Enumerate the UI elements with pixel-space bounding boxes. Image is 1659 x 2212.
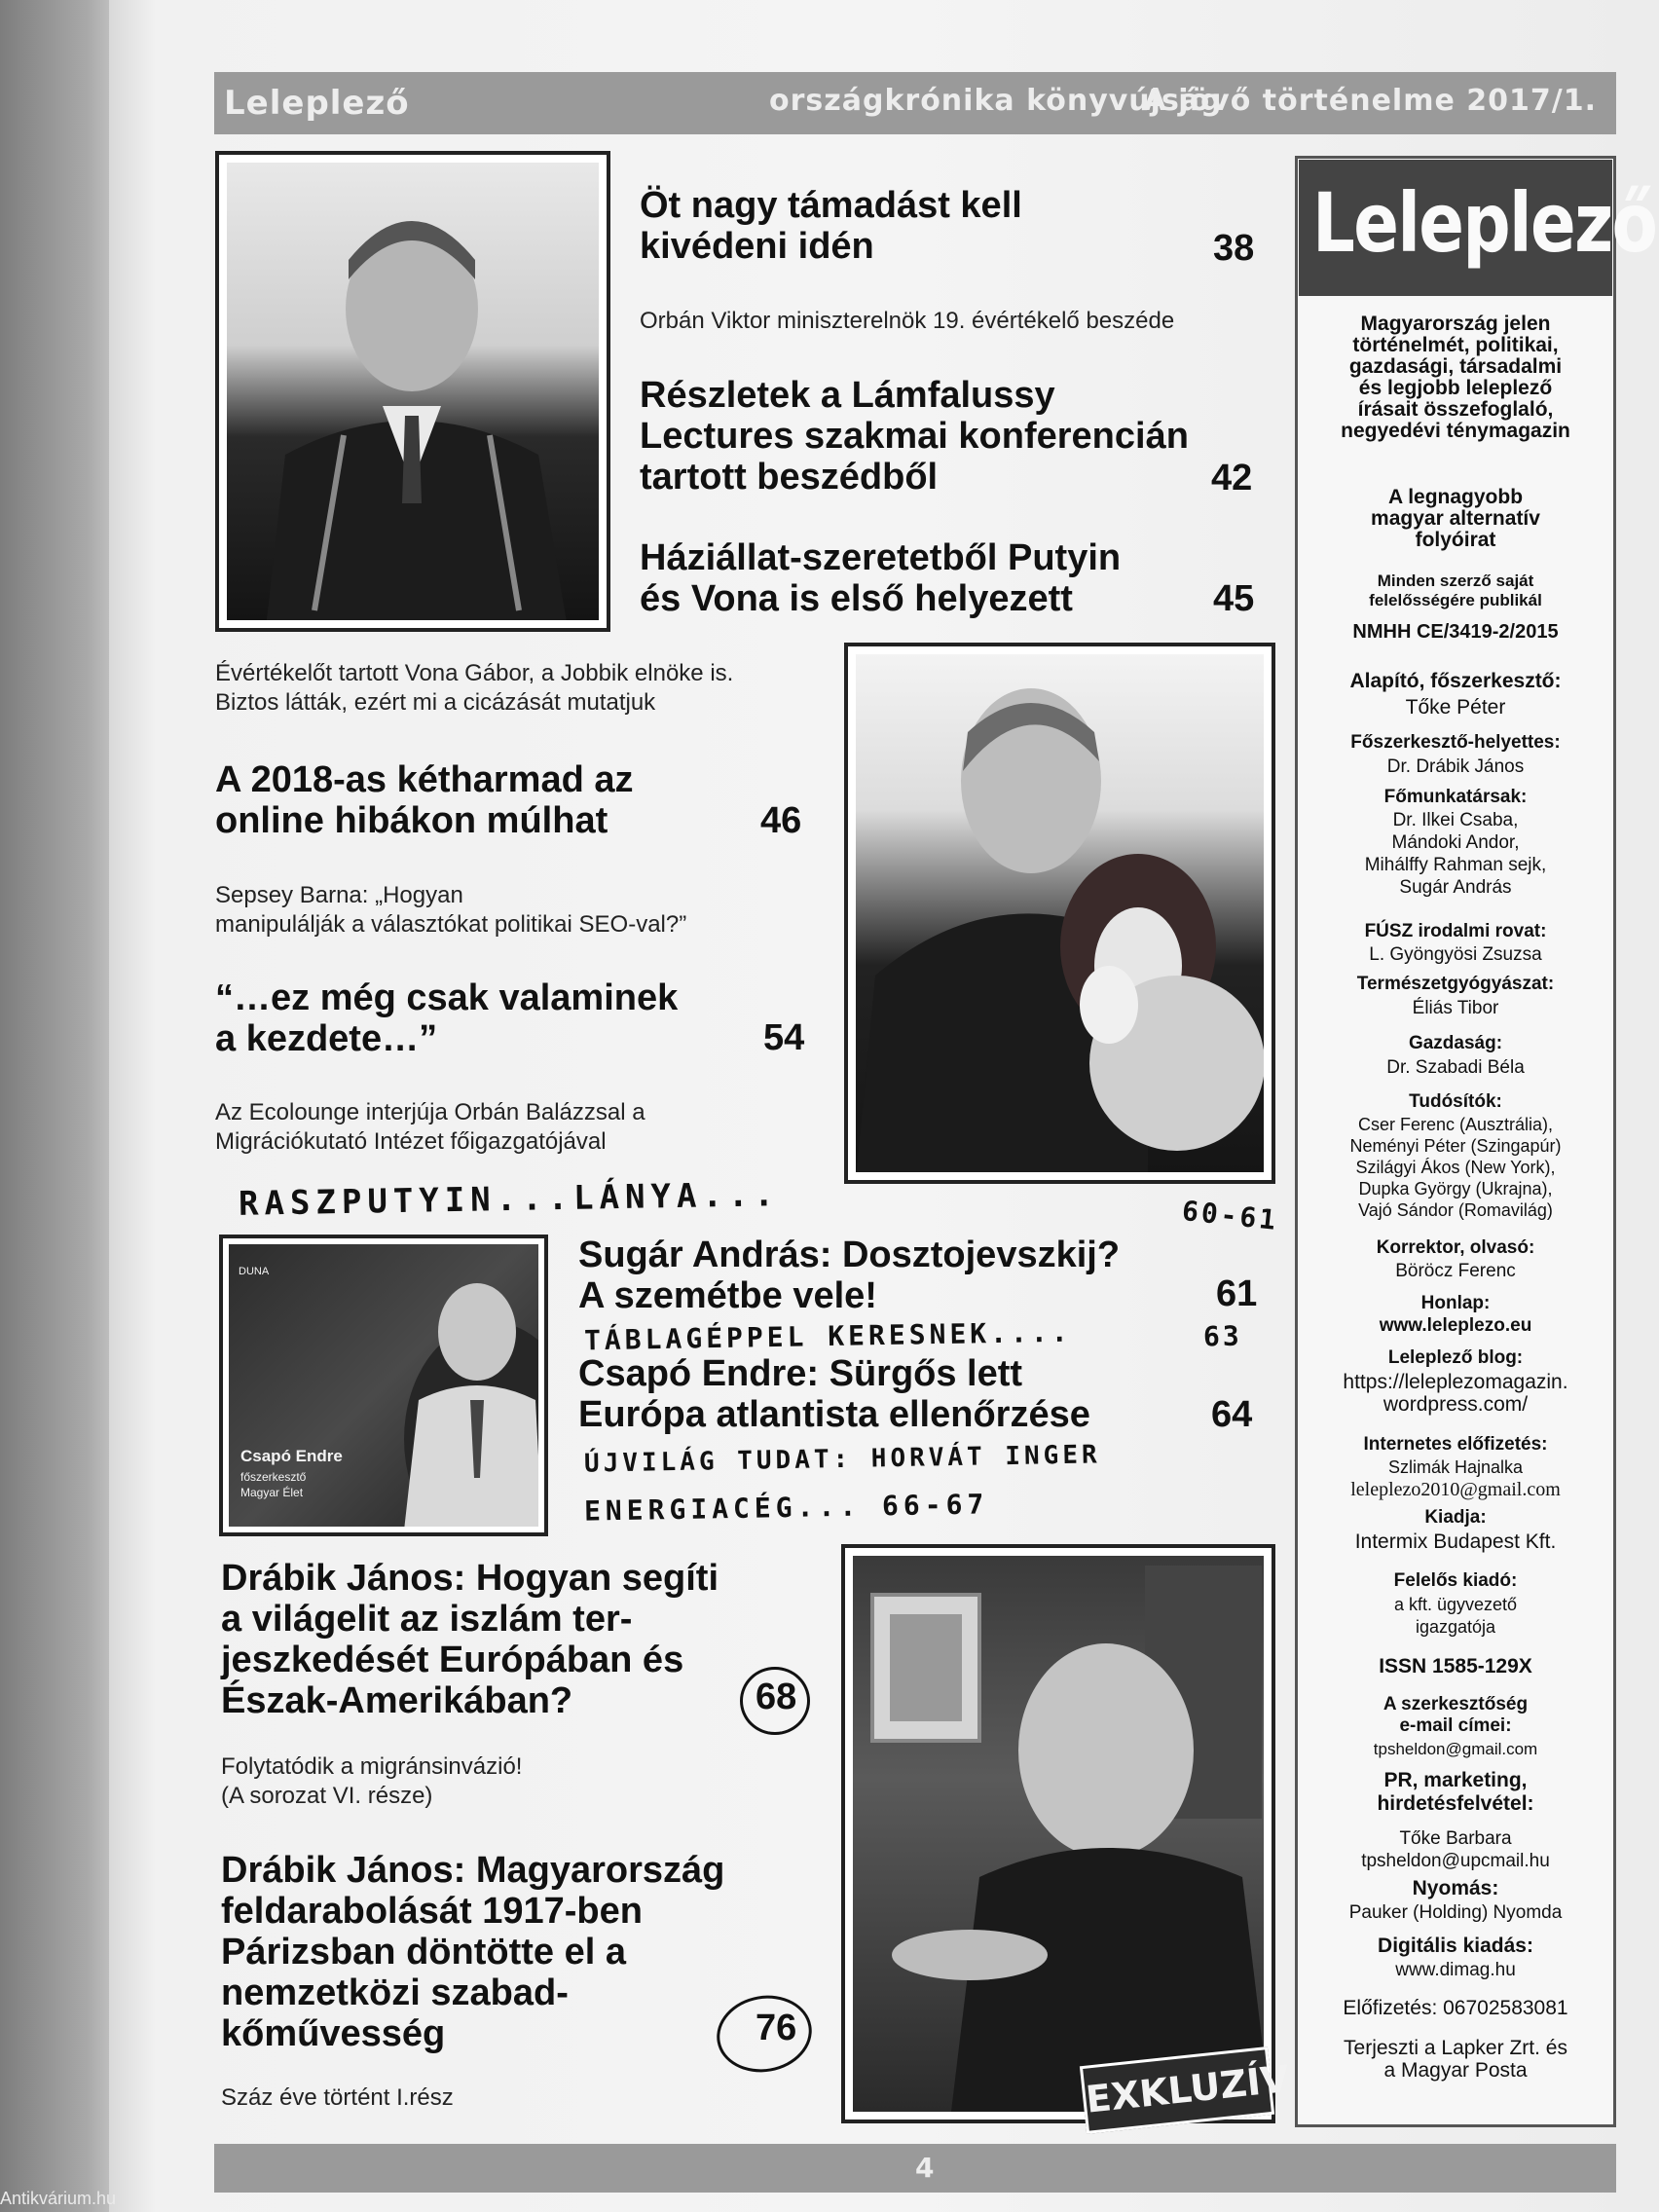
page-number: 54 xyxy=(763,1017,805,1058)
contact-email[interactable]: leleplezo2010@gmail.com xyxy=(1350,1479,1561,1500)
sidebar-label: Digitális kiadás: xyxy=(1378,1935,1533,1957)
title-line: Részletek a Lámfalussy xyxy=(640,375,1055,416)
title-line: Drábik János: Magyarország xyxy=(221,1850,725,1891)
subtitle-line: Biztos látták, ezért mi a cicázását mutatjuk xyxy=(215,689,656,716)
sidebar-alt xyxy=(1299,487,1612,551)
photo-caption-role: főszerkesztő xyxy=(240,1470,307,1484)
sidebar-value: L. Gyöngyösi Zsuzsa xyxy=(1369,944,1542,965)
subtitle-line: Az Ecolounge interjúja Orbán Balázzsal a xyxy=(215,1099,645,1125)
title-line: Lectures szakmai konferencián xyxy=(640,416,1189,457)
sidebar-value: Éliás Tibor xyxy=(1412,998,1499,1018)
sidebar-label: Internetes előfizetés: xyxy=(1363,1434,1548,1455)
tagline-line: írásait összefoglaló, xyxy=(1357,398,1554,421)
article-subtitle xyxy=(215,659,733,718)
staff-name: Mándoki Andor, xyxy=(1391,832,1520,853)
page-number-footer: 4 xyxy=(915,2152,935,2184)
sidebar-nmhh: NMHH CE/3419-2/2015 xyxy=(1352,621,1559,643)
sidebar-label: Kiadja: xyxy=(1424,1507,1487,1528)
article-title[interactable] xyxy=(215,759,634,841)
photo-caption-role: Magyar Élet xyxy=(240,1486,304,1499)
sidebar-label: Alapító, főszerkesztő: xyxy=(1349,670,1562,692)
title-line: Európa atlantista ellenőrzése xyxy=(578,1394,1090,1435)
subtitle-line: Folytatódik a migránsinvázió! xyxy=(221,1753,523,1780)
article-title[interactable] xyxy=(640,537,1121,619)
tv-logo: DUNA xyxy=(239,1266,270,1277)
sidebar-responsibility xyxy=(1299,571,1612,610)
sidebar-distribution xyxy=(1299,2037,1612,2082)
handwritten-note: 63 xyxy=(1202,1319,1243,1353)
sidebar-tagline xyxy=(1299,313,1612,442)
article-title[interactable] xyxy=(578,1235,1120,1316)
photo-putin-puppy xyxy=(844,643,1275,1184)
article-subtitle xyxy=(215,881,686,940)
title-line: feldarabolását 1917-ben xyxy=(221,1891,643,1932)
tagline-line: gazdasági, társadalmi xyxy=(1348,355,1563,378)
sidebar-label: FÚSZ irodalmi rovat: xyxy=(1364,921,1547,941)
sidebar-value: Dr. Drábik János xyxy=(1386,756,1525,777)
title-line: kivédeni idén xyxy=(640,226,874,267)
blog-url-line: https://leleplezomagazin. xyxy=(1343,1371,1568,1393)
alt-line: A legnagyobb xyxy=(1387,486,1524,508)
sidebar-value xyxy=(1299,1114,1612,1221)
sidebar-value: Dr. Szabadi Béla xyxy=(1386,1057,1525,1078)
sidebar-value: Böröcz Ferenc xyxy=(1395,1261,1516,1281)
website-link[interactable]: www.leleplezo.eu xyxy=(1379,1315,1532,1336)
contact-name: Szlimák Hajnalka xyxy=(1387,1457,1524,1477)
subtitle-line: (A sorozat VI. része) xyxy=(221,1783,433,1809)
subtitle-line: Sepsey Barna: „Hogyan xyxy=(215,882,463,908)
contact-email[interactable]: tpsheldon@gmail.com xyxy=(1373,1740,1538,1758)
publisher-line: igazgatója xyxy=(1415,1617,1496,1637)
correspondent: Szilágyi Ákos (New York), xyxy=(1355,1158,1556,1177)
subtitle-line: Migrációkutató Intézet főigazgatójával xyxy=(215,1128,607,1155)
sidebar-label: Gazdaság: xyxy=(1408,1033,1503,1053)
publisher-line: a kft. ügyvezető xyxy=(1393,1595,1518,1614)
contact-name: Tőke Barbara xyxy=(1399,1828,1512,1849)
portrait-figure xyxy=(227,163,599,620)
sidebar-value: Tőke Péter xyxy=(1405,696,1506,719)
masthead-logo xyxy=(1299,160,1657,296)
exclusive-badge: EXKLUZÍV xyxy=(1080,2046,1274,2134)
tagline-line: történelmét, politikai, xyxy=(1352,334,1559,356)
header-bar xyxy=(214,72,1616,134)
tagline-line: Magyarország jelen xyxy=(1360,313,1551,335)
staff-name: Sugár András xyxy=(1399,877,1512,898)
sidebar-label: Korrektor, olvasó: xyxy=(1376,1237,1535,1258)
handwritten-note: TÁBLAGÉPPEL KERESNEK.... xyxy=(583,1315,1072,1357)
title-line: Észak-Amerikában? xyxy=(221,1680,573,1721)
alt-line: magyar alternatív xyxy=(1371,507,1540,530)
title-line: A 2018-as kétharmad az xyxy=(215,759,634,800)
sidebar-value xyxy=(1299,809,1612,899)
blog-link[interactable] xyxy=(1299,1371,1612,1416)
article-subtitle xyxy=(215,1098,645,1157)
sidebar-label xyxy=(1299,1769,1612,1816)
page-number: 38 xyxy=(1213,228,1255,269)
sidebar-label: Főmunkatársak: xyxy=(1383,787,1528,807)
resp-line: Minden szerző saját xyxy=(1377,571,1534,590)
correspondent: Dupka György (Ukrajna), xyxy=(1358,1179,1553,1198)
contact-email[interactable]: tpsheldon@upcmail.hu xyxy=(1361,1851,1550,1871)
sidebar-label: Felelős kiadó: xyxy=(1393,1570,1518,1591)
portrait-figure xyxy=(229,1244,538,1527)
logo-text: Leleplező xyxy=(1312,175,1657,271)
article-title[interactable] xyxy=(640,185,1022,267)
resp-line: felelősségére publikál xyxy=(1369,591,1542,609)
article-title[interactable] xyxy=(640,375,1189,498)
distribution-line: Terjeszti a Lapker Zrt. és xyxy=(1344,2037,1567,2059)
page-number: 45 xyxy=(1213,578,1255,619)
handwritten-note: 60-61 xyxy=(1180,1194,1280,1237)
article-subtitle: Orbán Viktor miniszterelnök 19. évértékelő beszéde xyxy=(640,308,1175,334)
sidebar-value: Pauker (Holding) Nyomda xyxy=(1348,1902,1563,1923)
article-subtitle xyxy=(221,1752,522,1811)
sidebar-label: Természetgyógyászat: xyxy=(1356,974,1555,994)
background-edge xyxy=(0,0,109,2212)
sidebar-value xyxy=(1299,1594,1612,1639)
sidebar-label: Főszerkesztő-helyettes: xyxy=(1350,732,1561,753)
watermark: Antikvárium.hu xyxy=(0,2189,117,2208)
title-line: Párizsban döntötte el a xyxy=(221,1932,626,1972)
tagline-line: negyedévi ténymagazin xyxy=(1341,420,1570,442)
title-line: Drábik János: Hogyan segíti xyxy=(221,1558,719,1599)
page-number: 46 xyxy=(760,800,802,841)
photo-caption-name: Csapó Endre xyxy=(240,1447,343,1465)
sidebar-label: Leleplező blog: xyxy=(1387,1347,1524,1368)
staff-name: Dr. Ilkei Csaba, xyxy=(1392,810,1519,830)
handwritten-note: RASZPUTYIN...LÁNYA... xyxy=(238,1175,781,1224)
sidebar-issn: ISSN 1585-129X xyxy=(1379,1655,1532,1677)
title-line: a kezdete…” xyxy=(215,1018,438,1059)
label-line: PR, marketing, xyxy=(1383,1769,1528,1791)
subscription-phone: Előfizetés: 06702583081 xyxy=(1343,1997,1568,2019)
title-line: online hibákon múlhat xyxy=(215,800,608,841)
article-title[interactable] xyxy=(221,1850,724,2054)
correspondent: Neményi Péter (Szingapúr) xyxy=(1349,1136,1562,1156)
header-right: A jövő történelme 2017/1. xyxy=(1143,84,1597,118)
sidebar-value: Intermix Budapest Kft. xyxy=(1354,1530,1557,1553)
title-line: és Vona is első helyezett xyxy=(640,578,1073,619)
subtitle-line: Évértékelőt tartott Vona Gábor, a Jobbik elnöke is. xyxy=(215,660,734,686)
title-line: Csapó Endre: Sürgős lett xyxy=(578,1353,1023,1394)
correspondent: Vajó Sándor (Romavilág) xyxy=(1358,1200,1553,1220)
handwritten-note: ÚJVILÁG TUDAT: HORVÁT INGER xyxy=(583,1440,1101,1479)
sidebar-label xyxy=(1299,1694,1612,1737)
label-line: hirdetésfelvétel: xyxy=(1377,1792,1534,1815)
header-center: országkrónika könyvújság xyxy=(769,84,1223,118)
sidebar-label: Honlap: xyxy=(1420,1293,1491,1313)
portrait-figure xyxy=(856,654,1264,1172)
photo-drabik xyxy=(841,1544,1275,2123)
article-title[interactable] xyxy=(578,1353,1090,1435)
alt-line: folyóirat xyxy=(1415,529,1496,551)
sidebar-label: Nyomás: xyxy=(1412,1877,1499,1899)
sidebar-value xyxy=(1299,1827,1612,1872)
staff-name: Mihálffy Rahman sejk, xyxy=(1364,855,1547,875)
sidebar-label: Tudósítók: xyxy=(1409,1091,1502,1112)
title-line: Sugár András: Dosztojevszkij? xyxy=(578,1235,1121,1275)
title-line: kőművesség xyxy=(221,2013,446,2054)
footer-bar xyxy=(214,2144,1616,2193)
correspondent: Cser Ferenc (Ausztrália), xyxy=(1357,1115,1554,1134)
photo-orban xyxy=(215,151,610,632)
header-left: Leleplező xyxy=(224,84,410,123)
article-title[interactable] xyxy=(221,1558,719,1721)
page-number: 61 xyxy=(1216,1273,1258,1314)
subtitle-line: manipulálják a választókat politikai SEO-val?” xyxy=(215,911,687,938)
tagline-line: és legjobb leleplező xyxy=(1358,377,1553,399)
page-number: 68 xyxy=(756,1677,797,1717)
blog-url-line: wordpress.com/ xyxy=(1382,1393,1529,1416)
page-number: 64 xyxy=(1211,1394,1253,1435)
label-line: e-mail címei: xyxy=(1399,1715,1512,1736)
photo-csapo xyxy=(219,1235,548,1536)
handwritten-note: ENERGIACÉG... 66-67 xyxy=(583,1488,989,1528)
title-line: tartott beszédből xyxy=(640,457,939,498)
article-subtitle: Száz éve történt I.rész xyxy=(221,2084,454,2111)
page-number: 76 xyxy=(756,2008,797,2048)
sidebar-value xyxy=(1299,1456,1612,1501)
title-line: a világelit az iszlám ter- xyxy=(221,1599,633,1640)
title-line: “…ez még csak valaminek xyxy=(215,977,679,1018)
portrait-figure xyxy=(853,1556,1264,2112)
title-line: jeszkedését Európában és xyxy=(221,1640,684,1680)
title-line: Öt nagy támadást kell xyxy=(640,185,1022,226)
title-line: Háziállat-szeretetből Putyin xyxy=(640,537,1122,578)
page-number: 42 xyxy=(1211,458,1253,498)
label-line: A szerkesztőség xyxy=(1382,1694,1529,1714)
handwritten-circle xyxy=(740,1667,810,1735)
distribution-line: a Magyar Posta xyxy=(1383,2059,1528,2082)
article-title[interactable] xyxy=(215,977,678,1059)
website-link[interactable]: www.dimag.hu xyxy=(1395,1960,1516,1980)
title-line: nemzetközi szabad- xyxy=(221,1972,569,2013)
title-line: A szemétbe vele! xyxy=(578,1275,877,1316)
